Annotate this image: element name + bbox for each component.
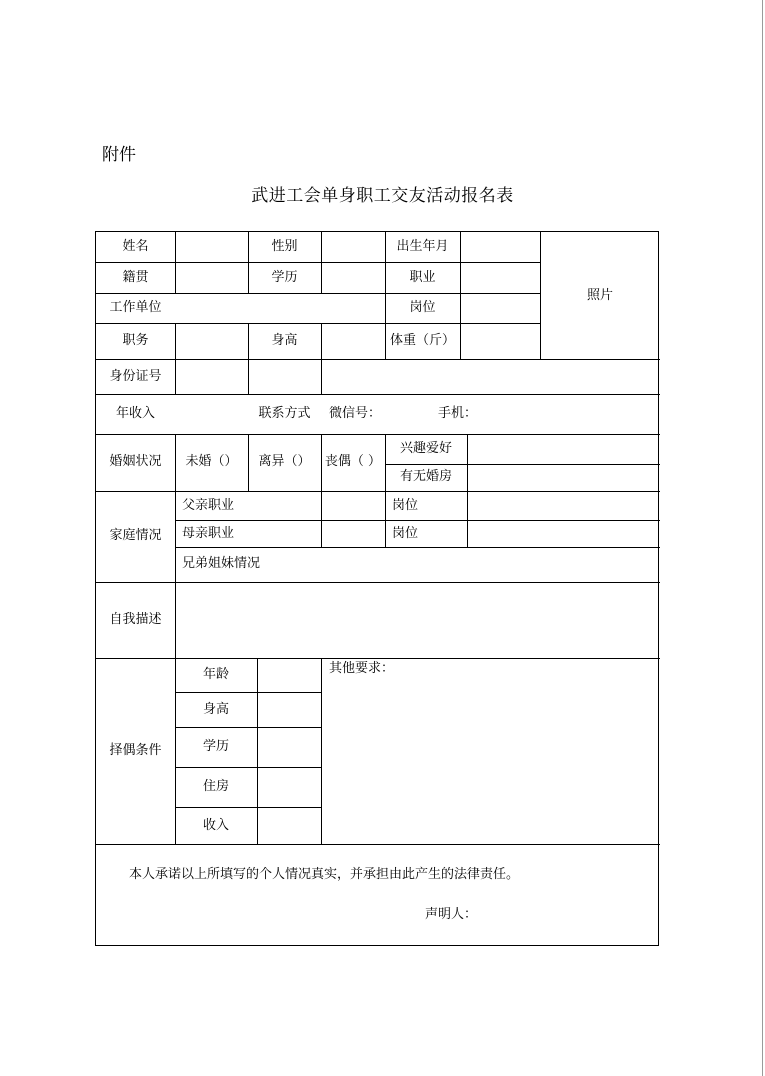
grid-line [460,232,461,359]
family-post-label: 岗位 [392,526,419,541]
form-title: 武进工会单身职工交友活动报名表 [251,186,514,206]
mobile-label: 手机： [438,406,478,421]
post-label: 岗位 [409,300,436,315]
position-label: 职务 [122,333,149,348]
height-label: 身高 [271,333,298,348]
grid-line [175,807,321,808]
native-place-label: 籍贯 [122,270,149,285]
grid-line [321,359,322,394]
occupation-label: 职业 [409,270,436,285]
grid-line [175,323,176,394]
grid-line [96,262,540,263]
grid-line [385,491,386,547]
father-job-label: 父亲职业 [182,498,235,513]
divorced-option: 离异（） [258,454,311,469]
grid-line [175,520,660,521]
page-edge-line [762,0,763,1076]
education-label: 学历 [271,270,298,285]
wedding-house-label: 有无婚房 [399,469,452,484]
grid-line [96,359,660,360]
mother-job-label: 母亲职业 [182,526,235,541]
photo-label: 照片 [586,288,613,303]
marital-status-label: 婚姻状况 [109,454,162,469]
gender-label: 性别 [271,239,298,254]
grid-line [96,323,540,324]
grid-line [321,323,322,359]
family-post-label: 岗位 [392,498,419,513]
grid-line [96,293,540,294]
hobbies-label: 兴趣爱好 [399,441,452,456]
grid-line [175,727,321,728]
employer-label: 工作单位 [109,300,162,315]
grid-line [175,692,321,693]
partner-height-label: 身高 [202,702,229,717]
grid-line [96,582,660,583]
partner-requirements-label: 择偶条件 [109,743,162,758]
grid-line [96,394,660,395]
self-description-label: 自我描述 [109,612,162,627]
grid-line [385,464,660,465]
attachment-label: 附件 [102,145,136,165]
wechat-label: 微信号： [329,406,382,421]
grid-line [96,658,660,659]
family-label: 家庭情况 [109,528,162,543]
income-label: 年收入 [115,406,155,421]
grid-line [321,232,322,293]
other-requirements-label: 其他要求： [329,661,395,676]
signer-label: 声明人： [425,907,478,922]
id-number-label: 身份证号 [109,369,162,384]
weight-label: 体重（斤） [389,333,455,348]
grid-line [175,547,660,548]
grid-line [321,434,322,547]
grid-line [96,844,660,845]
grid-line [175,767,321,768]
partner-income-label: 收入 [202,818,229,833]
siblings-label: 兄弟姐妹情况 [182,556,261,571]
declaration-text: 本人承诺以上所填写的个人情况真实，并承担由此产生的法律责任。 [129,867,520,882]
partner-education-label: 学历 [202,739,229,754]
registration-form-table [95,231,659,946]
birth-label: 出生年月 [396,239,449,254]
grid-line [257,658,258,844]
name-label: 姓名 [122,239,149,254]
partner-age-label: 年龄 [202,667,229,682]
widowed-option: 丧偶（ ） [324,454,382,469]
grid-line [175,232,176,293]
grid-line [467,434,468,547]
grid-line [321,658,322,844]
grid-line [96,434,660,435]
unmarried-option: 未婚（） [185,454,238,469]
partner-housing-label: 住房 [202,779,229,794]
grid-line [96,491,660,492]
contact-label: 联系方式 [258,406,311,421]
